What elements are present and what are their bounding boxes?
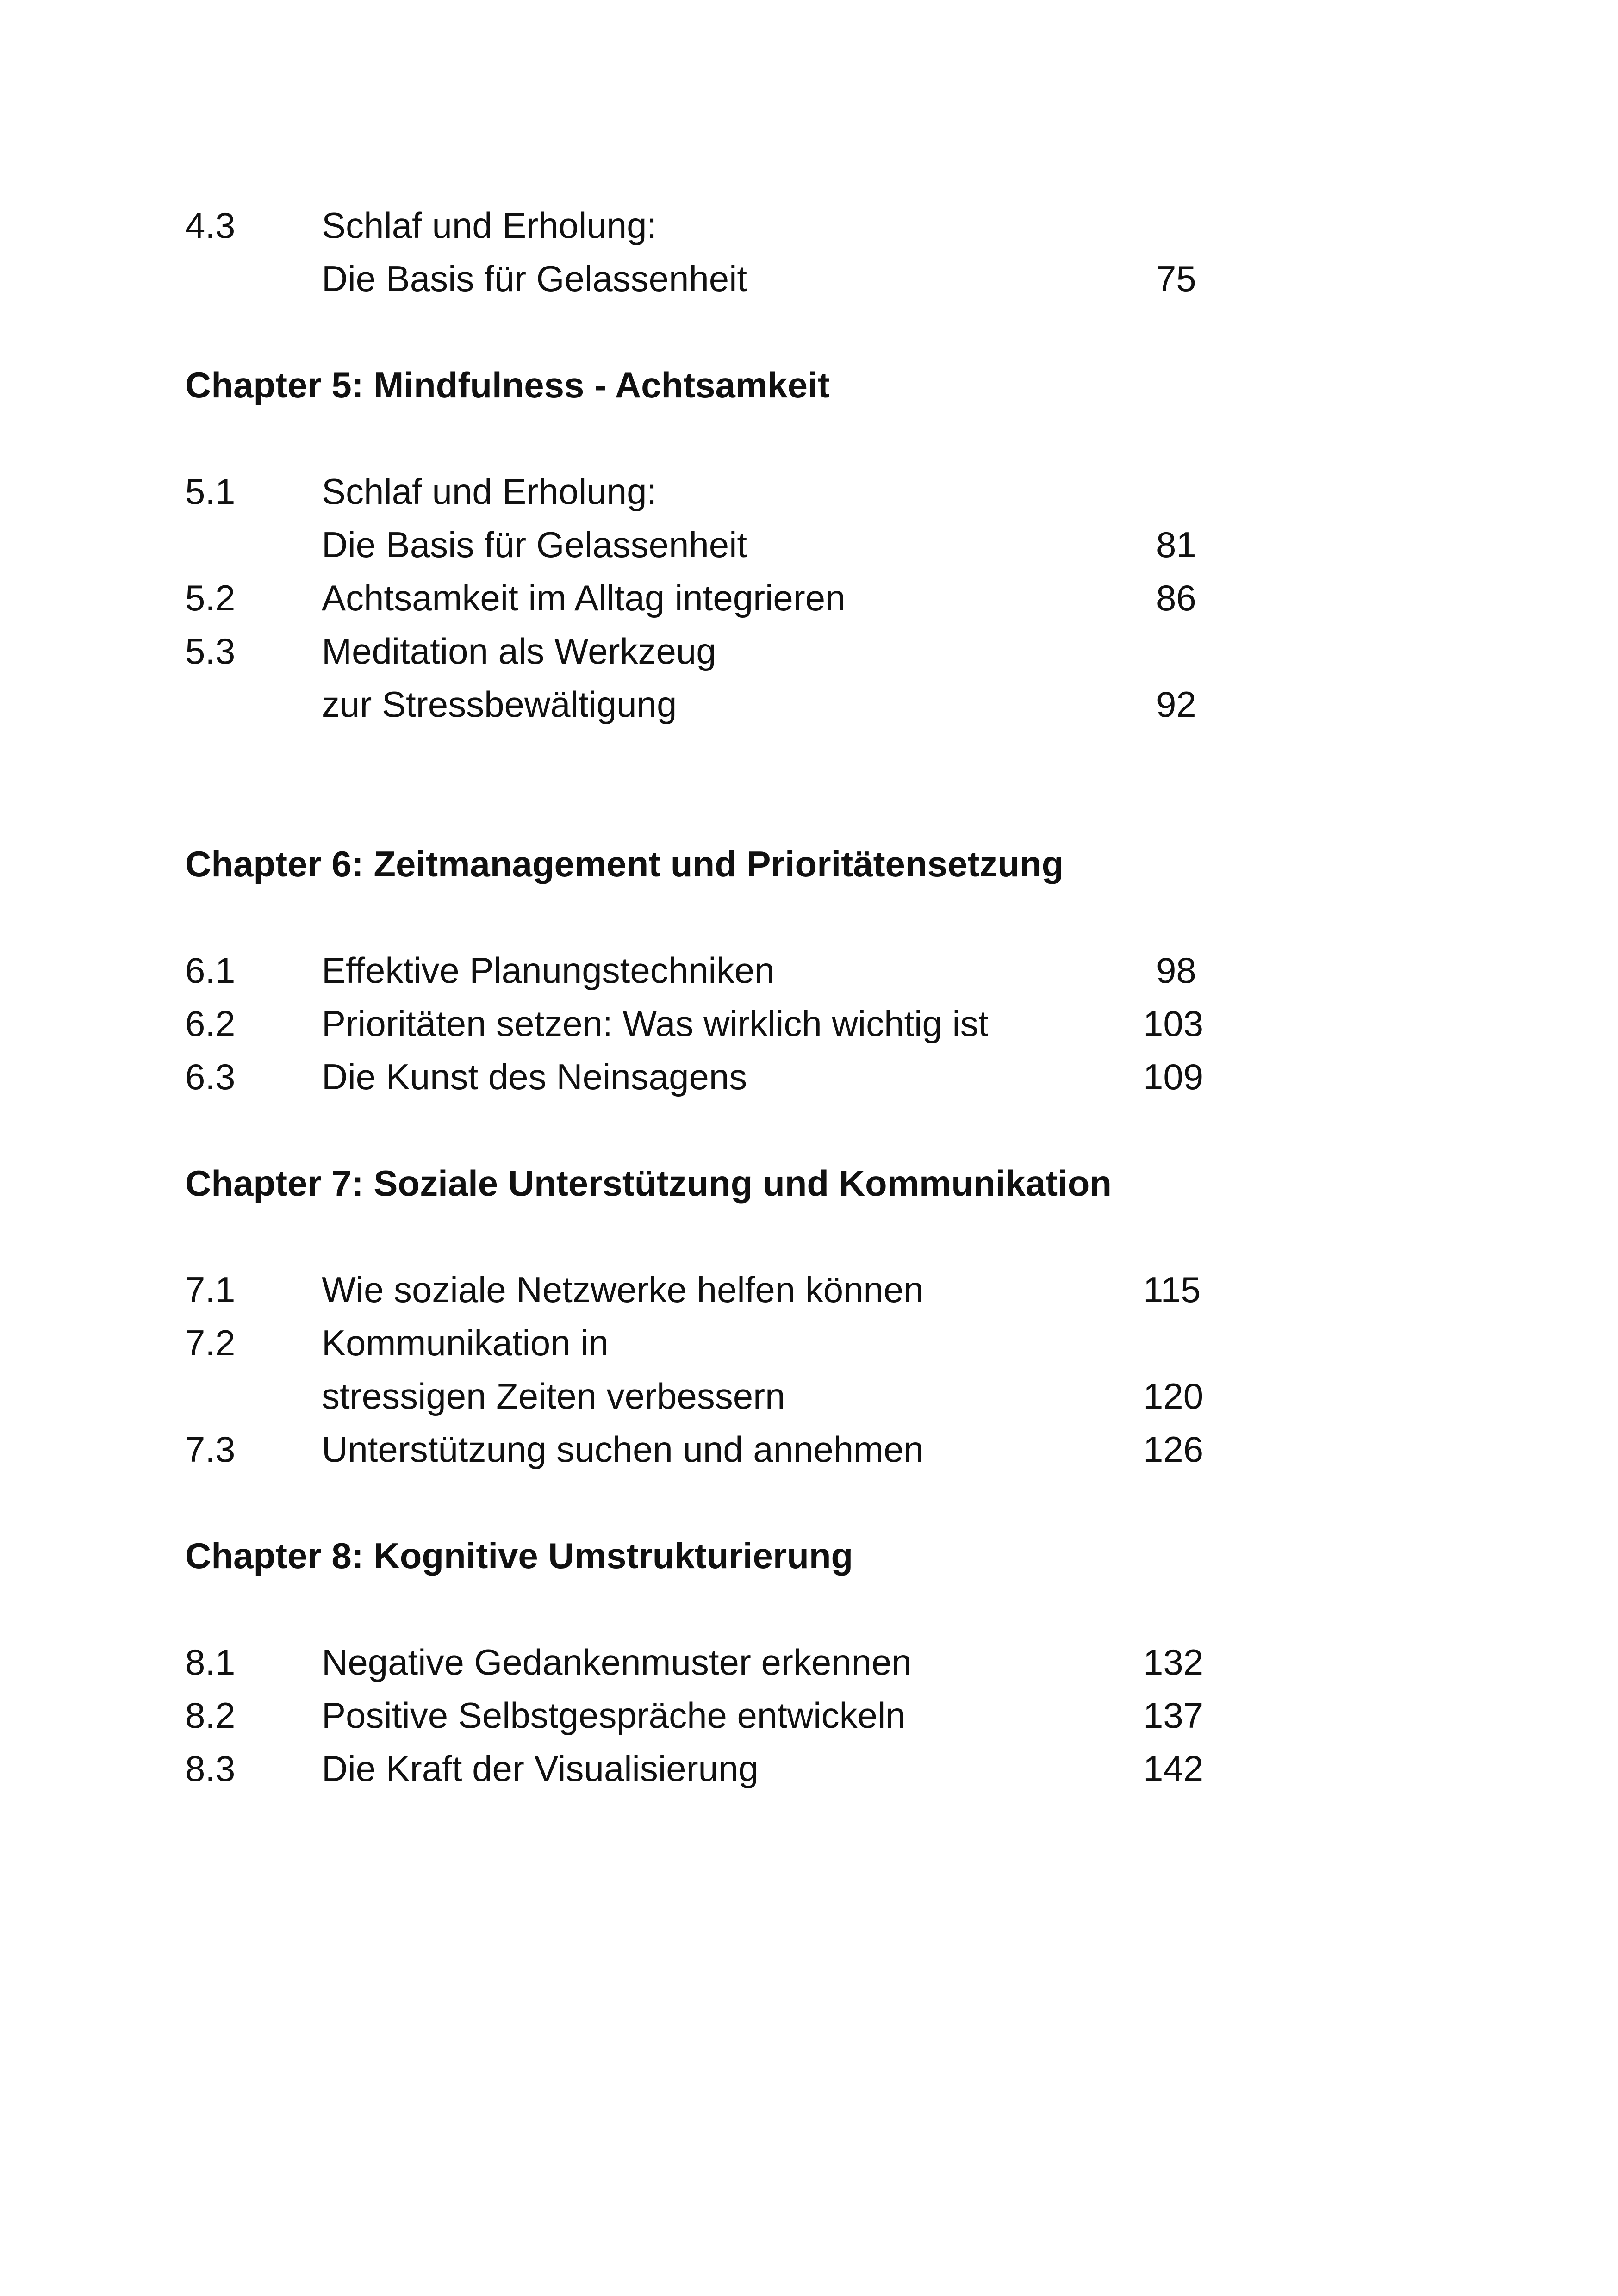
entry-number: 4.3 bbox=[185, 205, 236, 246]
toc-entry-8-3[interactable] bbox=[185, 1742, 1250, 1795]
entry-number: 6.2 bbox=[185, 1003, 236, 1044]
toc-entry-5-1[interactable] bbox=[185, 465, 1250, 518]
entry-number: 7.1 bbox=[185, 1269, 236, 1310]
toc-entry-4-3-cont[interactable] bbox=[185, 252, 1250, 305]
entry-page: 103 bbox=[1143, 1003, 1204, 1044]
entry-number: 8.2 bbox=[185, 1695, 236, 1736]
table-of-contents bbox=[185, 199, 1250, 1795]
entry-title: Positive Selbstgespräche entwickeln bbox=[322, 1695, 906, 1736]
entry-page: 137 bbox=[1143, 1695, 1204, 1736]
chapter-7-heading[interactable]: Chapter 7: Soziale Unterstützung und Kommunikation bbox=[185, 1163, 1112, 1204]
entry-title: Die Kunst des Neinsagens bbox=[322, 1056, 747, 1097]
entry-title: Negative Gedankenmuster erkennen bbox=[322, 1642, 912, 1682]
toc-entry-5-1-cont[interactable] bbox=[185, 518, 1250, 571]
entry-title: Wie soziale Netzwerke helfen können bbox=[322, 1269, 924, 1310]
chapter-5-heading[interactable]: Chapter 5: Mindfulness - Achtsamkeit bbox=[185, 365, 830, 405]
toc-entry-6-3[interactable] bbox=[185, 1050, 1250, 1104]
entry-title: Kommunikation in bbox=[322, 1322, 609, 1363]
chapter-8-heading[interactable]: Chapter 8: Kognitive Umstrukturierung bbox=[185, 1535, 853, 1576]
entry-title: stressigen Zeiten verbessern bbox=[322, 1376, 785, 1416]
entry-number: 7.3 bbox=[185, 1429, 236, 1470]
chapter-6-heading[interactable]: Chapter 6: Zeitmanagement und Prioritätensetzung bbox=[185, 844, 1064, 884]
entry-number: 5.3 bbox=[185, 631, 236, 671]
entry-number: 5.1 bbox=[185, 471, 236, 512]
entry-number: 8.3 bbox=[185, 1748, 236, 1789]
toc-entry-7-3[interactable] bbox=[185, 1423, 1250, 1476]
entry-page: 81 bbox=[1156, 524, 1196, 565]
toc-entry-7-1[interactable] bbox=[185, 1263, 1250, 1316]
toc-entry-7-2[interactable] bbox=[185, 1316, 1250, 1370]
entry-page: 132 bbox=[1143, 1642, 1204, 1682]
entry-title: Die Basis für Gelassenheit bbox=[322, 258, 747, 299]
entry-title: Achtsamkeit im Alltag integrieren bbox=[322, 577, 846, 618]
entry-number: 6.3 bbox=[185, 1056, 236, 1097]
toc-entry-5-3[interactable] bbox=[185, 625, 1250, 678]
toc-entry-8-1[interactable] bbox=[185, 1636, 1250, 1689]
toc-entry-6-2[interactable] bbox=[185, 997, 1250, 1050]
entry-page: 75 bbox=[1156, 258, 1196, 299]
entry-title: Effektive Planungstechniken bbox=[322, 950, 775, 991]
entry-page: 126 bbox=[1143, 1429, 1204, 1470]
entry-title: zur Stressbewältigung bbox=[322, 684, 677, 725]
entry-page: 92 bbox=[1156, 684, 1196, 725]
entry-number: 7.2 bbox=[185, 1322, 236, 1363]
entry-number: 6.1 bbox=[185, 950, 236, 991]
entry-page: 142 bbox=[1143, 1748, 1204, 1789]
entry-page: 120 bbox=[1143, 1376, 1204, 1416]
entry-number: 8.1 bbox=[185, 1642, 236, 1682]
entry-page: 109 bbox=[1143, 1056, 1204, 1097]
entry-page: 115 bbox=[1143, 1269, 1201, 1310]
entry-title: Meditation als Werkzeug bbox=[322, 631, 716, 671]
toc-entry-7-2-cont[interactable] bbox=[185, 1370, 1250, 1423]
entry-page: 86 bbox=[1156, 577, 1196, 618]
entry-title: Schlaf und Erholung: bbox=[322, 205, 657, 246]
entry-title: Schlaf und Erholung: bbox=[322, 471, 657, 512]
entry-number: 5.2 bbox=[185, 577, 236, 618]
entry-title: Die Kraft der Visualisierung bbox=[322, 1748, 759, 1789]
entry-page: 98 bbox=[1156, 950, 1196, 991]
toc-entry-4-3[interactable] bbox=[185, 199, 1250, 252]
toc-entry-5-3-cont[interactable] bbox=[185, 678, 1250, 731]
entry-title: Prioritäten setzen: Was wirklich wichtig ist bbox=[322, 1003, 989, 1044]
entry-title: Die Basis für Gelassenheit bbox=[322, 524, 747, 565]
toc-entry-6-1[interactable] bbox=[185, 944, 1250, 997]
entry-title: Unterstützung suchen und annehmen bbox=[322, 1429, 924, 1470]
toc-entry-5-2[interactable] bbox=[185, 571, 1250, 625]
toc-entry-8-2[interactable] bbox=[185, 1689, 1250, 1742]
